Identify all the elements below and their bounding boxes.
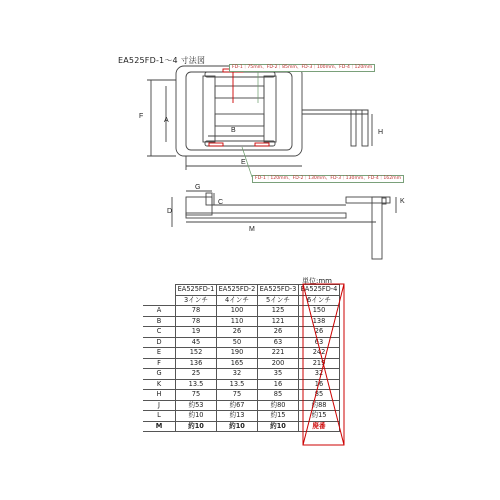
- table-cell: 200: [258, 358, 299, 369]
- row-label: D: [143, 337, 176, 348]
- table-row: [143, 411, 340, 422]
- side-jaw: [206, 193, 212, 205]
- table-cell: 85: [258, 390, 299, 401]
- label-C: C: [218, 199, 224, 206]
- row-label: E: [143, 348, 176, 359]
- table-cell: 138: [299, 316, 340, 327]
- label-F: F: [139, 113, 144, 120]
- table-cell: 85: [299, 390, 340, 401]
- header-size: 4インチ: [217, 295, 258, 306]
- vise-body-outline: [176, 66, 302, 156]
- table-cell: 約13: [217, 411, 258, 422]
- table-cell: 45: [176, 337, 217, 348]
- drawing-title: EA525FD-1～4 寸法図: [118, 56, 206, 65]
- label-B: B: [231, 127, 236, 134]
- table-cell: 約15: [299, 411, 340, 422]
- table-header-sizes: [143, 295, 340, 306]
- handle-post-a: [351, 110, 356, 146]
- table-row: [143, 421, 340, 432]
- row-label: A: [143, 306, 176, 317]
- table-cell: 約10: [258, 421, 299, 432]
- table-cell: 219: [299, 358, 340, 369]
- table-cell: 63: [258, 337, 299, 348]
- side-body: [186, 197, 212, 215]
- header-model: EA525FD-4: [299, 285, 340, 296]
- table-cell: 約88: [299, 400, 340, 411]
- label-A: A: [164, 117, 169, 124]
- table-cell: 121: [258, 316, 299, 327]
- red-slot-mark-bottom-2: [255, 143, 269, 146]
- table-row: [143, 316, 340, 327]
- table-cell: 152: [176, 348, 217, 359]
- table-cell: 26: [299, 327, 340, 338]
- table-cell: 75: [217, 390, 258, 401]
- red-slot-mark-bottom: [209, 143, 223, 146]
- header-size: 6インチ: [299, 295, 340, 306]
- row-label: G: [143, 369, 176, 380]
- unit-label: 単位:mm: [302, 277, 332, 285]
- vise-slide-top: [215, 86, 264, 98]
- table-cell: 約10: [217, 421, 258, 432]
- label-M: M: [249, 226, 255, 233]
- row-label: B: [143, 316, 176, 327]
- side-base: [186, 213, 346, 218]
- handle-side-top: [302, 110, 368, 114]
- header-model: EA525FD-1: [176, 285, 217, 296]
- table-cell: 136: [176, 358, 217, 369]
- table-cell: 100: [217, 306, 258, 317]
- table-row: [143, 400, 340, 411]
- label-G: G: [195, 184, 201, 191]
- table-row: [143, 369, 340, 380]
- table-cell: 約15: [258, 411, 299, 422]
- label-K: K: [400, 198, 405, 205]
- table-cell: 35: [258, 369, 299, 380]
- table-cell: 242: [299, 348, 340, 359]
- header-model: EA525FD-3: [258, 285, 299, 296]
- label-E: E: [241, 159, 246, 166]
- vise-jaw-left: [203, 76, 215, 142]
- row-label: H: [143, 390, 176, 401]
- table-cell: 110: [217, 316, 258, 327]
- table-cell: 25: [176, 369, 217, 380]
- table-row: [143, 306, 340, 317]
- table-header-models: [143, 285, 340, 296]
- table-cell: 32: [217, 369, 258, 380]
- table-cell: 75: [176, 390, 217, 401]
- corner-cell: [143, 285, 176, 296]
- table-row: [143, 327, 340, 338]
- label-D: D: [167, 208, 173, 215]
- table-cell: 約53: [176, 400, 217, 411]
- table-cell: 約10: [176, 421, 217, 432]
- table-row: [143, 337, 340, 348]
- header-model: EA525FD-2: [217, 285, 258, 296]
- row-label: K: [143, 379, 176, 390]
- row-label: M: [143, 421, 176, 432]
- table-row: [143, 358, 340, 369]
- corner-cell: [143, 295, 176, 306]
- row-label: L: [143, 411, 176, 422]
- side-handle-post: [372, 197, 382, 259]
- table-row: [143, 390, 340, 401]
- vise-slide-bottom: [215, 114, 264, 126]
- table-cell: 13.5: [176, 379, 217, 390]
- jaw-opening-tag: FD-1｜120mm、FD-2｜130mm、FD-3｜130mm、FD-4｜162mm: [252, 175, 404, 183]
- row-label: J: [143, 400, 176, 411]
- table-cell: 約67: [217, 400, 258, 411]
- table-cell: 125: [258, 306, 299, 317]
- table-cell: 221: [258, 348, 299, 359]
- table-cell: 78: [176, 306, 217, 317]
- table-cell: 26: [258, 327, 299, 338]
- vise-jaw-right: [264, 76, 276, 142]
- row-label: C: [143, 327, 176, 338]
- discontinued-cell: 廃番: [299, 421, 340, 432]
- table-cell: 約10: [176, 411, 217, 422]
- header-size: 3インチ: [176, 295, 217, 306]
- table-cell: 78: [176, 316, 217, 327]
- handle-post-b: [362, 110, 368, 146]
- spec-table: [143, 284, 340, 432]
- table-cell: 16: [258, 379, 299, 390]
- table-cell: 165: [217, 358, 258, 369]
- table-cell: 16: [299, 379, 340, 390]
- table-cell: 50: [217, 337, 258, 348]
- jaw-width-tag: FD-1｜75mm、FD-2｜85mm、FD-3｜100mm、FD-4｜120mm: [229, 64, 375, 72]
- table-cell: 約80: [258, 400, 299, 411]
- table-cell: 150: [299, 306, 340, 317]
- table-cell: 190: [217, 348, 258, 359]
- table-cell: 26: [217, 327, 258, 338]
- table-cell: 19: [176, 327, 217, 338]
- table-cell: 13.5: [217, 379, 258, 390]
- table-row: [143, 379, 340, 390]
- row-label: F: [143, 358, 176, 369]
- header-size: 5インチ: [258, 295, 299, 306]
- label-H: H: [378, 129, 384, 136]
- table-row: [143, 348, 340, 359]
- table-cell: 63: [299, 337, 340, 348]
- table-cell: 32: [299, 369, 340, 380]
